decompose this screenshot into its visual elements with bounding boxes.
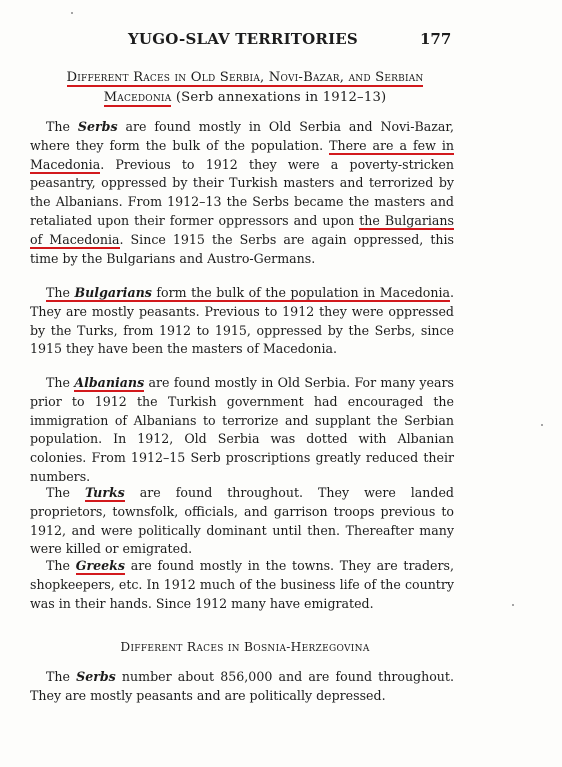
text-run: . Previous to 1912 they were a poverty-stricken peasantry, oppressed by their Turkish masters and terrorized by the Albanians. From 1912–13 the Serbs became the masters and retaliated upon their former oppressors and upon bbox=[30, 156, 454, 228]
text-run: . They are mostly peasants. Previous to 1912 they were oppressed by the Turks, from 1912 to 1915, oppressed by the Serbs, since 1915 they have been the masters of Macedonia. bbox=[30, 285, 455, 357]
paragraph-bosnia-serbs bbox=[30, 668, 454, 706]
section-heading-bosnia: Different Races in Bosnia-Herzegovina bbox=[120, 640, 370, 654]
term-turks: Turks bbox=[84, 485, 125, 500]
text-run: are found mostly in Old Serbia. For many years prior to 1912 the Turkish government had encouraged the immigration of Albanians to terrorize and supplant the Serbian population. In 1912, Old Serbia was dotted with Albanian colonies. From 1912–15 Serb proscriptions greatly reduced their numbers. bbox=[30, 375, 454, 484]
paper-speck bbox=[512, 604, 514, 606]
paragraph-albanians bbox=[30, 374, 454, 487]
text-run: The bbox=[46, 285, 75, 300]
section-heading-old-serbia bbox=[30, 68, 460, 108]
underlined-phrase: form the bulk of the population in Macedonia bbox=[151, 285, 450, 300]
paper-speck bbox=[541, 424, 543, 426]
term-serbs: Serbs bbox=[77, 119, 118, 134]
text-run: The bbox=[46, 558, 76, 573]
heading1-line1: Different Races in Old Serbia, Novi-Bazar, and Serbian bbox=[66, 70, 424, 85]
paragraph-greeks bbox=[30, 557, 454, 613]
term-albanians: Albanians bbox=[74, 375, 145, 390]
running-header: YUGO-SLAV TERRITORIES bbox=[128, 30, 358, 48]
heading1-macedonia: Macedonia bbox=[103, 90, 172, 105]
page-number: 177 bbox=[420, 30, 452, 48]
term-serbs: Serbs bbox=[76, 669, 116, 684]
paragraph-serbs bbox=[30, 118, 454, 268]
text-run: number about 856,000 and are found throughout. They are mostly peasants and are politically depressed. bbox=[30, 669, 454, 703]
text-run: The bbox=[46, 669, 77, 684]
underlined-phrase: There are a few in Macedonia bbox=[30, 137, 454, 172]
text-run: The bbox=[46, 375, 75, 390]
paragraph-turks bbox=[30, 484, 454, 559]
text-run: are found throughout. They were landed proprietors, townsfolk, officials, and garrison troops previous to 1912, and were politically dominant until then. Thereafter many were killed or emigrated. bbox=[30, 485, 454, 557]
text-run: are found mostly in the towns. They are traders, shopkeepers, etc. In 1912 much of the business life of the country was in their hands. Since 1912 many have emigrated. bbox=[30, 558, 454, 611]
text-run: The bbox=[46, 119, 78, 134]
paper-speck bbox=[71, 12, 73, 14]
text-run: are found mostly in Old Serbia and Novi-Bazar, where they form the bulk of the population. bbox=[30, 119, 455, 153]
paragraph-bulgarians bbox=[30, 284, 454, 359]
underlined-phrase: the Bulgarians of Macedonia bbox=[30, 212, 454, 247]
text-run: The bbox=[46, 485, 85, 500]
term-bulgarians: Bulgarians bbox=[74, 285, 152, 300]
term-greeks: Greeks bbox=[75, 558, 125, 573]
heading1-annexations: (Serb annexations in 1912–13) bbox=[175, 90, 387, 105]
text-run: . Since 1915 the Serbs are again oppressed, this time by the Bulgarians and Austro-Germans. bbox=[30, 231, 454, 266]
